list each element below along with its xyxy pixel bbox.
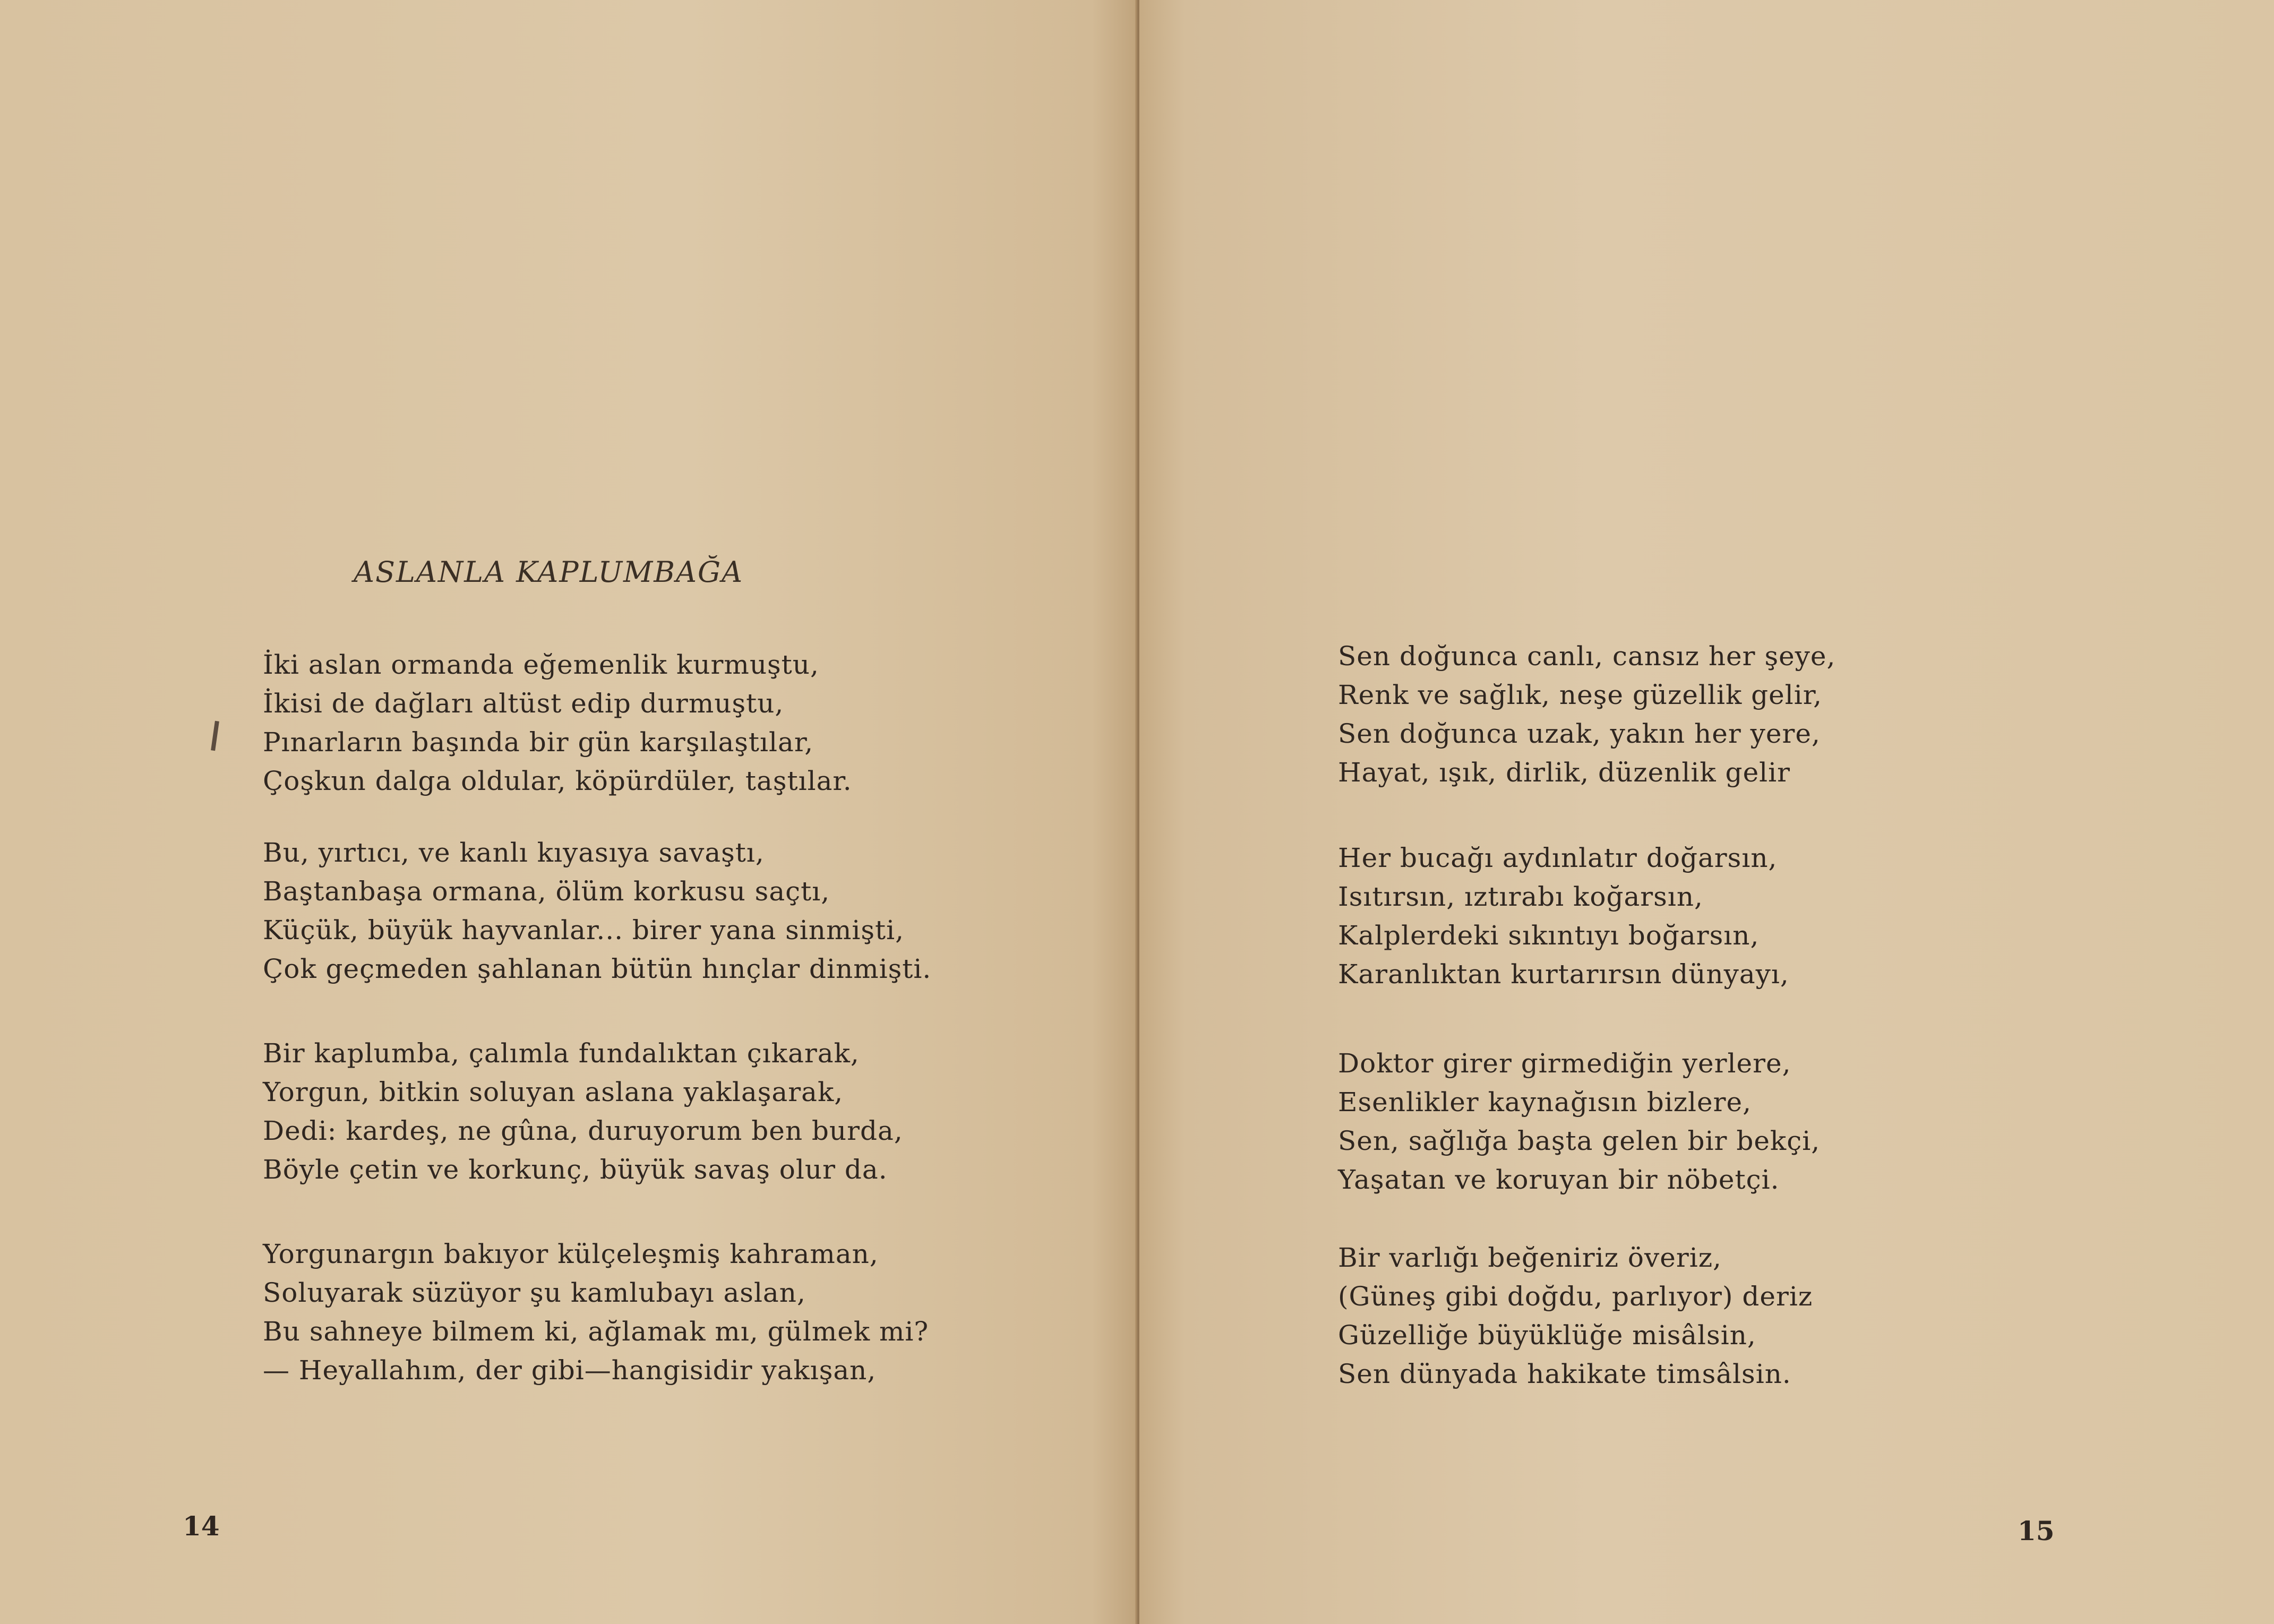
page-number: 14 bbox=[183, 1510, 220, 1542]
verse-line: Yorgun, bitkin soluyan aslana yaklaşarak, bbox=[263, 1077, 844, 1107]
verse-line: Güzelliğe büyüklüğe misâlsin, bbox=[1338, 1320, 1756, 1351]
verse-line: İki aslan ormanda eğemenlik kurmuştu, bbox=[263, 649, 819, 680]
verse-line: Sen doğunca canlı, cansız her şeye, bbox=[1338, 641, 1836, 672]
stanza-2 bbox=[263, 834, 1006, 989]
verse-line: Doktor girer girmediğin yerlere, bbox=[1338, 1048, 1791, 1079]
verse-line: Soluyarak süzüyor şu kamlubayı aslan, bbox=[263, 1277, 806, 1308]
verse-line: Baştanbaşa ormana, ölüm korkusu saçtı, bbox=[263, 876, 830, 907]
stanza-1 bbox=[263, 646, 1006, 801]
page-number: 15 bbox=[2018, 1515, 2055, 1546]
verse-line: Bir kaplumba, çalımla fundalıktan çıkarak, bbox=[263, 1038, 860, 1069]
verse-line: Sen, sağlığa başta gelen bir bekçi, bbox=[1338, 1125, 1821, 1156]
verse-line: Bir varlığı beğeniriz överiz, bbox=[1338, 1242, 1722, 1273]
verse-line: Bu, yırtıcı, ve kanlı kıyasıya savaştı, bbox=[263, 837, 765, 868]
stanza-3 bbox=[1338, 1044, 2081, 1199]
stanza-2 bbox=[1338, 839, 2081, 994]
verse-line: Kalplerdeki sıkıntıyı boğarsın, bbox=[1338, 920, 1760, 951]
verse-line: Çok geçmeden şahlanan bütün hınçlar dinmişti. bbox=[263, 953, 932, 984]
poem-title-aslanla-kaplumbaga: ASLANLA KAPLUMBAĞA bbox=[354, 555, 744, 589]
stanza-1 bbox=[1338, 637, 2081, 792]
verse-line: Çoşkun dalga oldular, köpürdüler, taştılar. bbox=[263, 766, 852, 796]
stanza-4 bbox=[263, 1235, 1006, 1390]
verse-line: Isıtırsın, ıztırabı koğarsın, bbox=[1338, 881, 1703, 912]
verse-line: — Heyallahım, der gibi—hangisidir yakışan, bbox=[263, 1355, 877, 1386]
verse-line: Sen dünyada hakikate timsâlsin. bbox=[1338, 1359, 1791, 1389]
verse-line: Pınarların başında bir gün karşılaştılar, bbox=[263, 727, 814, 758]
verse-line: Karanlıktan kurtarırsın dünyayı, bbox=[1338, 959, 1789, 990]
verse-line: Renk ve sağlık, neşe güzellik gelir, bbox=[1338, 680, 1823, 710]
verse-line: Dedi: kardeş, ne gûna, duruyorum ben burda, bbox=[263, 1115, 903, 1146]
verse-line: Bu sahneye bilmem ki, ağlamak mı, gülmek mi? bbox=[263, 1316, 929, 1347]
verse-line: Böyle çetin ve korkunç, büyük savaş olur da. bbox=[263, 1154, 888, 1185]
verse-line: Yaşatan ve koruyan bir nöbetçi. bbox=[1338, 1164, 1780, 1195]
verse-line: İkisi de dağları altüst edip durmuştu, bbox=[263, 688, 784, 719]
verse-line: Esenlikler kaynağısın bizlere, bbox=[1338, 1087, 1752, 1118]
ink-mark bbox=[211, 721, 219, 751]
stanza-4 bbox=[1338, 1239, 2081, 1394]
verse-line: Yorgunargın bakıyor külçeleşmiş kahraman, bbox=[263, 1239, 879, 1269]
verse-line: Her bucağı aydınlatır doğarsın, bbox=[1338, 843, 1778, 873]
verse-line: Küçük, büyük hayvanlar... birer yana sinmişti, bbox=[263, 915, 905, 946]
verse-line: Hayat, ışık, dirlik, düzenlik gelir bbox=[1338, 757, 1791, 788]
verse-line: Sen doğunca uzak, yakın her yere, bbox=[1338, 718, 1821, 749]
stanza-3 bbox=[263, 1034, 1006, 1189]
verse-line: (Güneş gibi doğdu, parlıyor) deriz bbox=[1338, 1281, 1813, 1312]
